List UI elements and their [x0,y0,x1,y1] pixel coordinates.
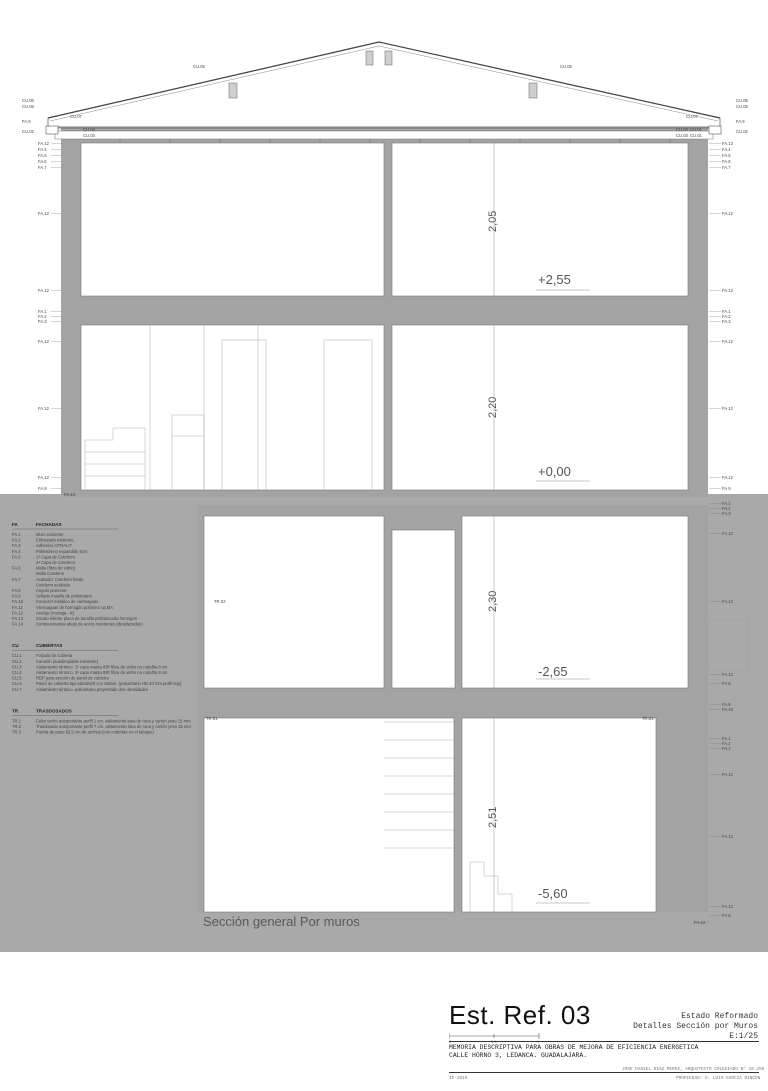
legend-item-code: FA.9 [12,593,21,599]
tag-cu04-left: CU.04 [83,127,95,132]
left-wall-tag: FA.7 [38,165,47,170]
level-basement-label: -2,65 [538,664,568,679]
sheet-architect: JOSE DANIEL DIAZ PEREZ, ARQUITECTO COLEGIADO Nº 10.250 [622,1067,765,1072]
legend-item-code: FA.2 [12,537,21,543]
legend-item-code: FA.4 [12,548,21,554]
right-wall-tag: FA.4 [722,147,731,152]
height-ground-label: 2,20 [487,396,499,418]
legend-item-code: CU.1 [12,653,22,659]
tag-cu03-left: CU.03 [83,133,95,138]
left-wall-tag: FA.9 [38,486,47,491]
tag-cu01-right: CU.01 [690,127,702,132]
legend-item-code: FA.3 [12,543,21,549]
legend-section-code: TR [12,708,19,714]
legend-item-text: Poliestireno expandido 8cm [36,548,88,554]
sheet-description-2: CALLE HORNO 3, LEDANCA. GUADALAJARA. [449,1052,588,1059]
right-wall-tag: FA.12 [722,599,733,604]
room-cellar-left [204,718,454,912]
room-ground-left [81,325,384,490]
tag-tr01-right: TR.01 [642,716,654,721]
right-wall-tag: FA.12 [722,475,733,480]
left-wall-tag: FA.4 [38,147,47,152]
right-wall-tag: FA.3 [722,511,731,516]
legend-item-text: Contraventanas abajo de acero montantes (desplazadas) [36,621,143,627]
legend-item-text: Zócalo inferior placa de tanallla prefabricada hormigón [36,616,138,621]
sheet-ref: Est. Ref. 03 [449,1000,591,1030]
legend-item-code: FA.12 [12,610,23,616]
right-wall-tag: FA.2 [722,741,731,746]
left-wall-tag: FA.5 [38,153,47,158]
legend-item-text: Conector metálico de vierteaguas [36,599,99,605]
tag-cu02-left: CU.02 [22,129,34,134]
legend-section-title: CUBIERTAS [36,643,63,649]
legend-item-code: FA.13 [12,616,23,621]
legend-section-title: TRASDOSADOS [36,708,72,714]
sheet-subtitle: Detalles Sección por Muros [633,1022,758,1031]
level-upper-label: +2,55 [538,272,571,287]
legend-item-code: FA.14 [12,621,23,627]
drawing-caption: Sección general Por muros [203,914,360,929]
legend-section-code: FA [12,522,18,527]
tag-fa9-left: FA.9 [22,119,31,124]
legend-item-code: FA.5 [12,554,21,560]
legend-item-text: Anclaje (mortaja - K) [36,610,75,616]
legend-item-text: RDP para sección de panel de cubierta [36,675,109,681]
left-wall-tag: FA.12 [38,288,49,293]
right-wall-tag: FA.12 [722,834,733,839]
left-wall-tag: FA.12 [38,141,49,146]
tag-cu06-left: CU.06 [22,98,34,103]
left-wall-tag: FA.1 [38,309,47,314]
right-wall-tag: FA.12 [722,531,733,536]
legend-item-code: FA.10 [12,599,23,605]
tag-cu07-left: CU.07 [70,114,82,119]
right-wall-tag: FA.1 [722,501,731,506]
tag-tr02: TR.02 [214,599,226,604]
legend-item-text: Malla Cotelerm [36,571,65,577]
tag-cu03-right: CU.03 [676,133,688,138]
ridge-block-right [385,51,392,65]
room-basement-mid [392,530,455,688]
scale-bar [449,1032,629,1044]
tag-fa9-right: FA.9 [736,119,745,124]
purlin-left [229,83,237,98]
right-wall-tag: FA.12 [722,772,733,777]
sheet-scale: E:1/25 [729,1032,758,1041]
ridge-block-left [366,51,373,65]
legend-item-text: 1ª Capa de Cotelerm [36,554,76,560]
sheet-state: Estado Reformado [681,1012,758,1021]
height-upper-label: 2,05 [487,210,499,232]
legend-item-code: CU.5 [12,675,22,681]
level-ground-label: +0,00 [538,464,571,479]
right-wall-tag: FA.9 [722,702,731,707]
right-wall-tag: FA.12 [722,339,733,344]
legend-item-text: Malla (fibra de vidrio) [36,565,76,571]
sheet-description-1: MEMORIA DESCRIPTIVA PARA OBRAS DE MEJORA DE EFICIENCIA ENERGETICA [449,1044,699,1051]
legend-item-code: FA.11 [12,604,23,610]
scale-bar-mid: 0.5 [491,1039,497,1044]
left-wall-tag: FA.13 [64,492,75,497]
tag-cu04-right: CU.04 [676,127,688,132]
right-wall-tag: FA.13 [694,920,705,925]
room-upper-left [81,143,384,296]
gutter-left [46,126,58,134]
height-cellar-label: 2,51 [487,806,499,828]
legend-item-code: CU.6 [12,681,22,687]
legend-item-text: 2ª Capa de Cotelerm [36,560,76,565]
right-wall-tag: FA.3 [722,319,731,324]
right-wall-tag: FA.12 [722,672,733,677]
legend-section-code: CU [12,643,19,649]
legend-item-code: CU.3 [12,664,22,670]
tag-tr01-left: TR.01 [206,716,218,721]
legend-item-code: TR.1 [12,718,22,724]
scale-bar-0: 0 [449,1039,452,1044]
right-wall-tag: FA.12 [722,141,733,146]
level-cellar-label: -5,60 [538,886,568,901]
right-wall-tag: FA.12 [722,288,733,293]
legend-item-text: Canalón (autolimpiable existente) [36,658,99,664]
right-wall-tag: FA.8 [722,681,731,686]
title-divider [449,1041,759,1042]
right-wall-tag: FA.10 [722,707,733,712]
legend-item-text: Enfoscado existente [36,537,74,543]
right-wall-tag: FA.3 [722,746,731,751]
legend-item-text: Forjado de cubierta [36,653,73,659]
legend-section-title: FACHADAS [36,522,62,527]
tag-cu07-right: CU.07 [686,114,698,119]
left-wall-tag: FA.12 [38,475,49,480]
legend-item-text: Trasdosado autoportante perfil 7 cm. aislamiento lana de roca y cartón yeso 15 mm [36,724,191,729]
legend-item-code: CU.2 [12,658,22,664]
legend-item-code: FA.7 [12,576,21,582]
left-wall-tag: FA.2 [38,314,47,319]
legend-item-text: Vierteaguas de hormigón polímero ULMA [36,604,113,610]
legend-item-text: Panel de cubierta tipo sándwich con aislam. (poliuretano HD 40 mm perfil teja) [36,681,182,687]
tag-cu06-right: CU.06 [736,98,748,103]
legend-item-code: TR.3 [12,729,22,735]
legend-item-text: Puerta de paso 82,5 cm de anchos (con cobertas en el tabique) [36,729,155,735]
legend-item-text: Ángulo protector [36,588,67,593]
legend-item-code: FA.6 [12,565,21,571]
tag-cu05b-right: CU.05 [736,104,748,109]
legend-item-code: FA.8 [12,588,21,593]
legend-item-text: Muro existente [36,532,64,537]
tag-cu05-left: CU.05 [193,64,205,69]
right-wall-tag: FA.9 [722,486,731,491]
tag-cu05-right: CU.05 [560,64,572,69]
legend-item-code: CU.4 [12,670,22,675]
legend-item-text: Sellado masilla de poliuretano [36,593,92,599]
sheet-promoter: PROPIEDAD: D. LUIS GARCIA RINCON [676,1076,761,1081]
title-divider-bottom [449,1072,759,1073]
right-wall-tag: FA.8 [722,913,731,918]
roof [46,42,721,143]
legend-item-text: Aislamiento térmico. 2ª capa manta IBR fibra de vidrio no rodaflta 8 cm [36,670,168,675]
right-wall-tag: FA.7 [722,165,731,170]
right-wall-tag: FA.12 [722,211,733,216]
right-wall-tag: FA.12 [722,904,733,909]
gutter-right [709,126,721,134]
right-wall-tag: FA.2 [722,506,731,511]
sheet-date: II-2015 [449,1076,468,1081]
tag-cu01-right2: CU.01 [690,133,702,138]
legend-item-text: Falso techo autoportante perfil 1 cm. aislamiento lana de roca y cartón yeso 15 mm [36,718,191,724]
tag-cu02-right: CU.02 [736,129,748,134]
height-basement-label: 2,30 [487,590,499,612]
right-wall-tag: FA.1 [722,309,731,314]
right-wall-tag: FA.5 [722,153,731,158]
legend-item-code: TR.2 [12,724,22,729]
left-wall-tag: FA.12 [38,211,49,216]
legend-item-text: Aislamiento térmico. 1ª capa manta IBR fibra de vidrio no rodaflta 8 cm [36,664,168,670]
right-wall-tag: FA.2 [722,314,731,319]
left-wall-tag: FA.3 [38,319,47,324]
right-wall-tag: FA.1 [722,736,731,741]
left-wall-tag: FA.6 [38,159,47,164]
legend-item-text: Acabado: Cotelerm fondo [36,576,84,582]
tag-cu05b-left: CU.05 [22,104,34,109]
legend-item-code: FA.1 [12,532,21,537]
scale-bar-end: 1 [537,1039,540,1044]
right-wall-tag: FA.12 [722,406,733,411]
legend-item-code: CU.7 [12,686,22,692]
purlin-right [529,83,537,98]
legend-item-text: Aislamiento térmico. poliuretano proyectado dos densidades [36,686,148,692]
left-wall-tag: FA.12 [38,406,49,411]
legend-item-text: Adhesivo OTRALIT [36,543,73,549]
room-basement-left [204,516,384,688]
right-wall-tag: FA.6 [722,159,731,164]
legend-item-text: Cotelerm acabado [36,582,71,588]
left-wall-tag: FA.12 [38,339,49,344]
